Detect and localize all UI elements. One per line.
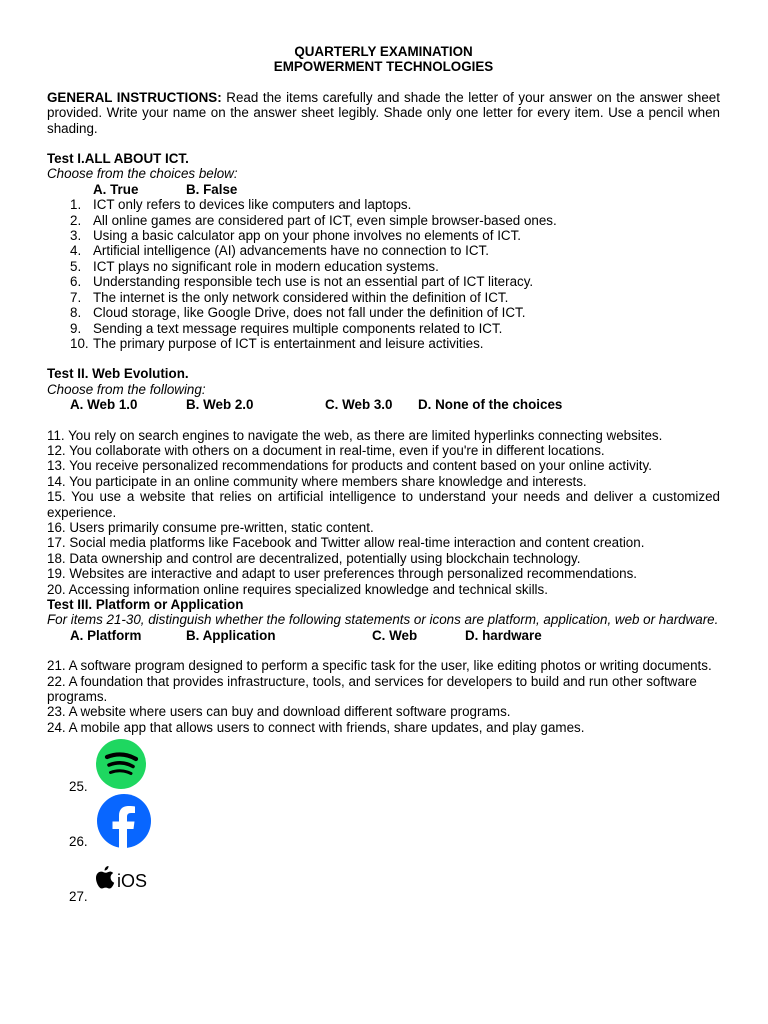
test2-instruction: Choose from the following: (47, 381, 206, 397)
item-number: 27. (69, 888, 88, 904)
list-item: 15. You use a website that relies on artificial intelligence to understand your needs and deliver a customized experience. (47, 489, 720, 520)
icon-item-26 (47, 794, 720, 849)
test1-choice-a: A. True (93, 181, 139, 197)
facebook-icon (95, 794, 153, 850)
icon-item-25 (47, 738, 720, 794)
test2-choice-b: B. Web 2.0 (186, 397, 254, 413)
exam-title: QUARTERLY EXAMINATION (294, 44, 473, 59)
test1-list (47, 197, 720, 351)
list-item: 19. Websites are interactive and adapt to user preferences through personalized recommendations. (47, 566, 638, 582)
test3-choice-c: C. Web (372, 627, 418, 643)
test1-choices (47, 182, 720, 197)
list-item: 1. ICT only refers to devices like computers and laptops. (70, 197, 412, 213)
test3-choice-d: D. hardware (465, 627, 542, 643)
list-item: 3. Using a basic calculator app on your phone involves no elements of ICT. (70, 228, 521, 244)
list-item: 23. A website where users can buy and download different software programs. (47, 704, 511, 720)
test3-title: Test III. Platform or Application (47, 597, 244, 612)
list-item: 14. You participate in an online community where members share knowledge and interests. (47, 473, 587, 489)
list-item: 22. A foundation that provides infrastructure, tools, and services for developers to build and run other software programs. (47, 673, 697, 705)
exam-page (47, 44, 720, 904)
apple-ios-icon (95, 861, 159, 897)
list-item: 13. You receive personalized recommendations for products and content based on your online activity. (47, 458, 652, 474)
list-item: 24. A mobile app that allows users to connect with friends, share updates, and play games. (47, 719, 585, 735)
list-item: 9. Sending a text message requires multiple components related to ICT. (70, 320, 503, 336)
list-item: 18. Data ownership and control are decentralized, potentially using blockchain technology. (47, 550, 581, 566)
item-number: 26. (69, 833, 88, 849)
list-item: 12. You collaborate with others on a document in real-time, even if you're in different locations. (47, 442, 605, 458)
list-item: 20. Accessing information online requires specialized knowledge and technical skills. (47, 581, 548, 597)
spotify-icon (95, 738, 147, 790)
test1-instruction: Choose from the choices below: (47, 166, 238, 182)
test3-choice-b: B. Application (186, 627, 276, 643)
item-number: 25. (69, 778, 88, 794)
test2-choice-d: D. None of the choices (418, 397, 563, 413)
icon-item-27 (47, 849, 720, 904)
list-item: 21. A software program designed to perform a specific task for the user, like editing photos or writing documents. (47, 658, 712, 674)
general-instructions (47, 90, 720, 136)
list-item: 17. Social media platforms like Facebook and Twitter allow real-time interaction and content creation. (47, 535, 645, 551)
test2-choice-a: A. Web 1.0 (70, 397, 138, 413)
general-instructions-text: Read the items carefully and shade the letter of your answer on the answer sheet provided. Write your name on the answer sheet legibly. Shade only one letter for every item. Use a pencil when shading. (47, 89, 720, 136)
list-item: 6. Understanding responsible tech use is not an essential part of ICT literacy. (70, 274, 534, 290)
test3-choices (47, 628, 720, 643)
list-item: 16. Users primarily consume pre-written, static content. (47, 519, 374, 535)
ios-logo-text: iOS (117, 871, 148, 892)
test2-choice-c: C. Web 3.0 (325, 397, 393, 413)
test2-title: Test II. Web Evolution. (47, 366, 189, 382)
exam-subject: EMPOWERMENT TECHNOLOGIES (273, 59, 494, 75)
test1-choice-b: B. False (186, 181, 238, 197)
list-item: 5. ICT plays no significant role in modern education systems. (70, 258, 439, 274)
test2-choices (47, 397, 720, 412)
list-item: 8. Cloud storage, like Google Drive, does not fall under the definition of ICT. (70, 305, 526, 321)
list-item: 4. Artificial intelligence (AI) advancements have no connection to ICT. (70, 243, 489, 259)
general-instructions-label: GENERAL INSTRUCTIONS: (47, 89, 222, 105)
list-item: 7. The internet is the only network considered within the definition of ICT. (70, 289, 509, 305)
test3-choice-a: A. Platform (70, 627, 142, 643)
test3-instruction: For items 21-30, distinguish whether the following statements or icons are platform, application, web or hardware. (47, 612, 719, 628)
list-item: 10. The primary purpose of ICT is entertainment and leisure activities. (70, 335, 484, 351)
list-item: 11. You rely on search engines to navigate the web, as there are limited hyperlinks connecting websites. (47, 427, 663, 443)
test1-title: Test I.ALL ABOUT ICT. (47, 151, 189, 167)
list-item: 2. All online games are considered part of ICT, even simple browser-based ones. (70, 212, 557, 228)
